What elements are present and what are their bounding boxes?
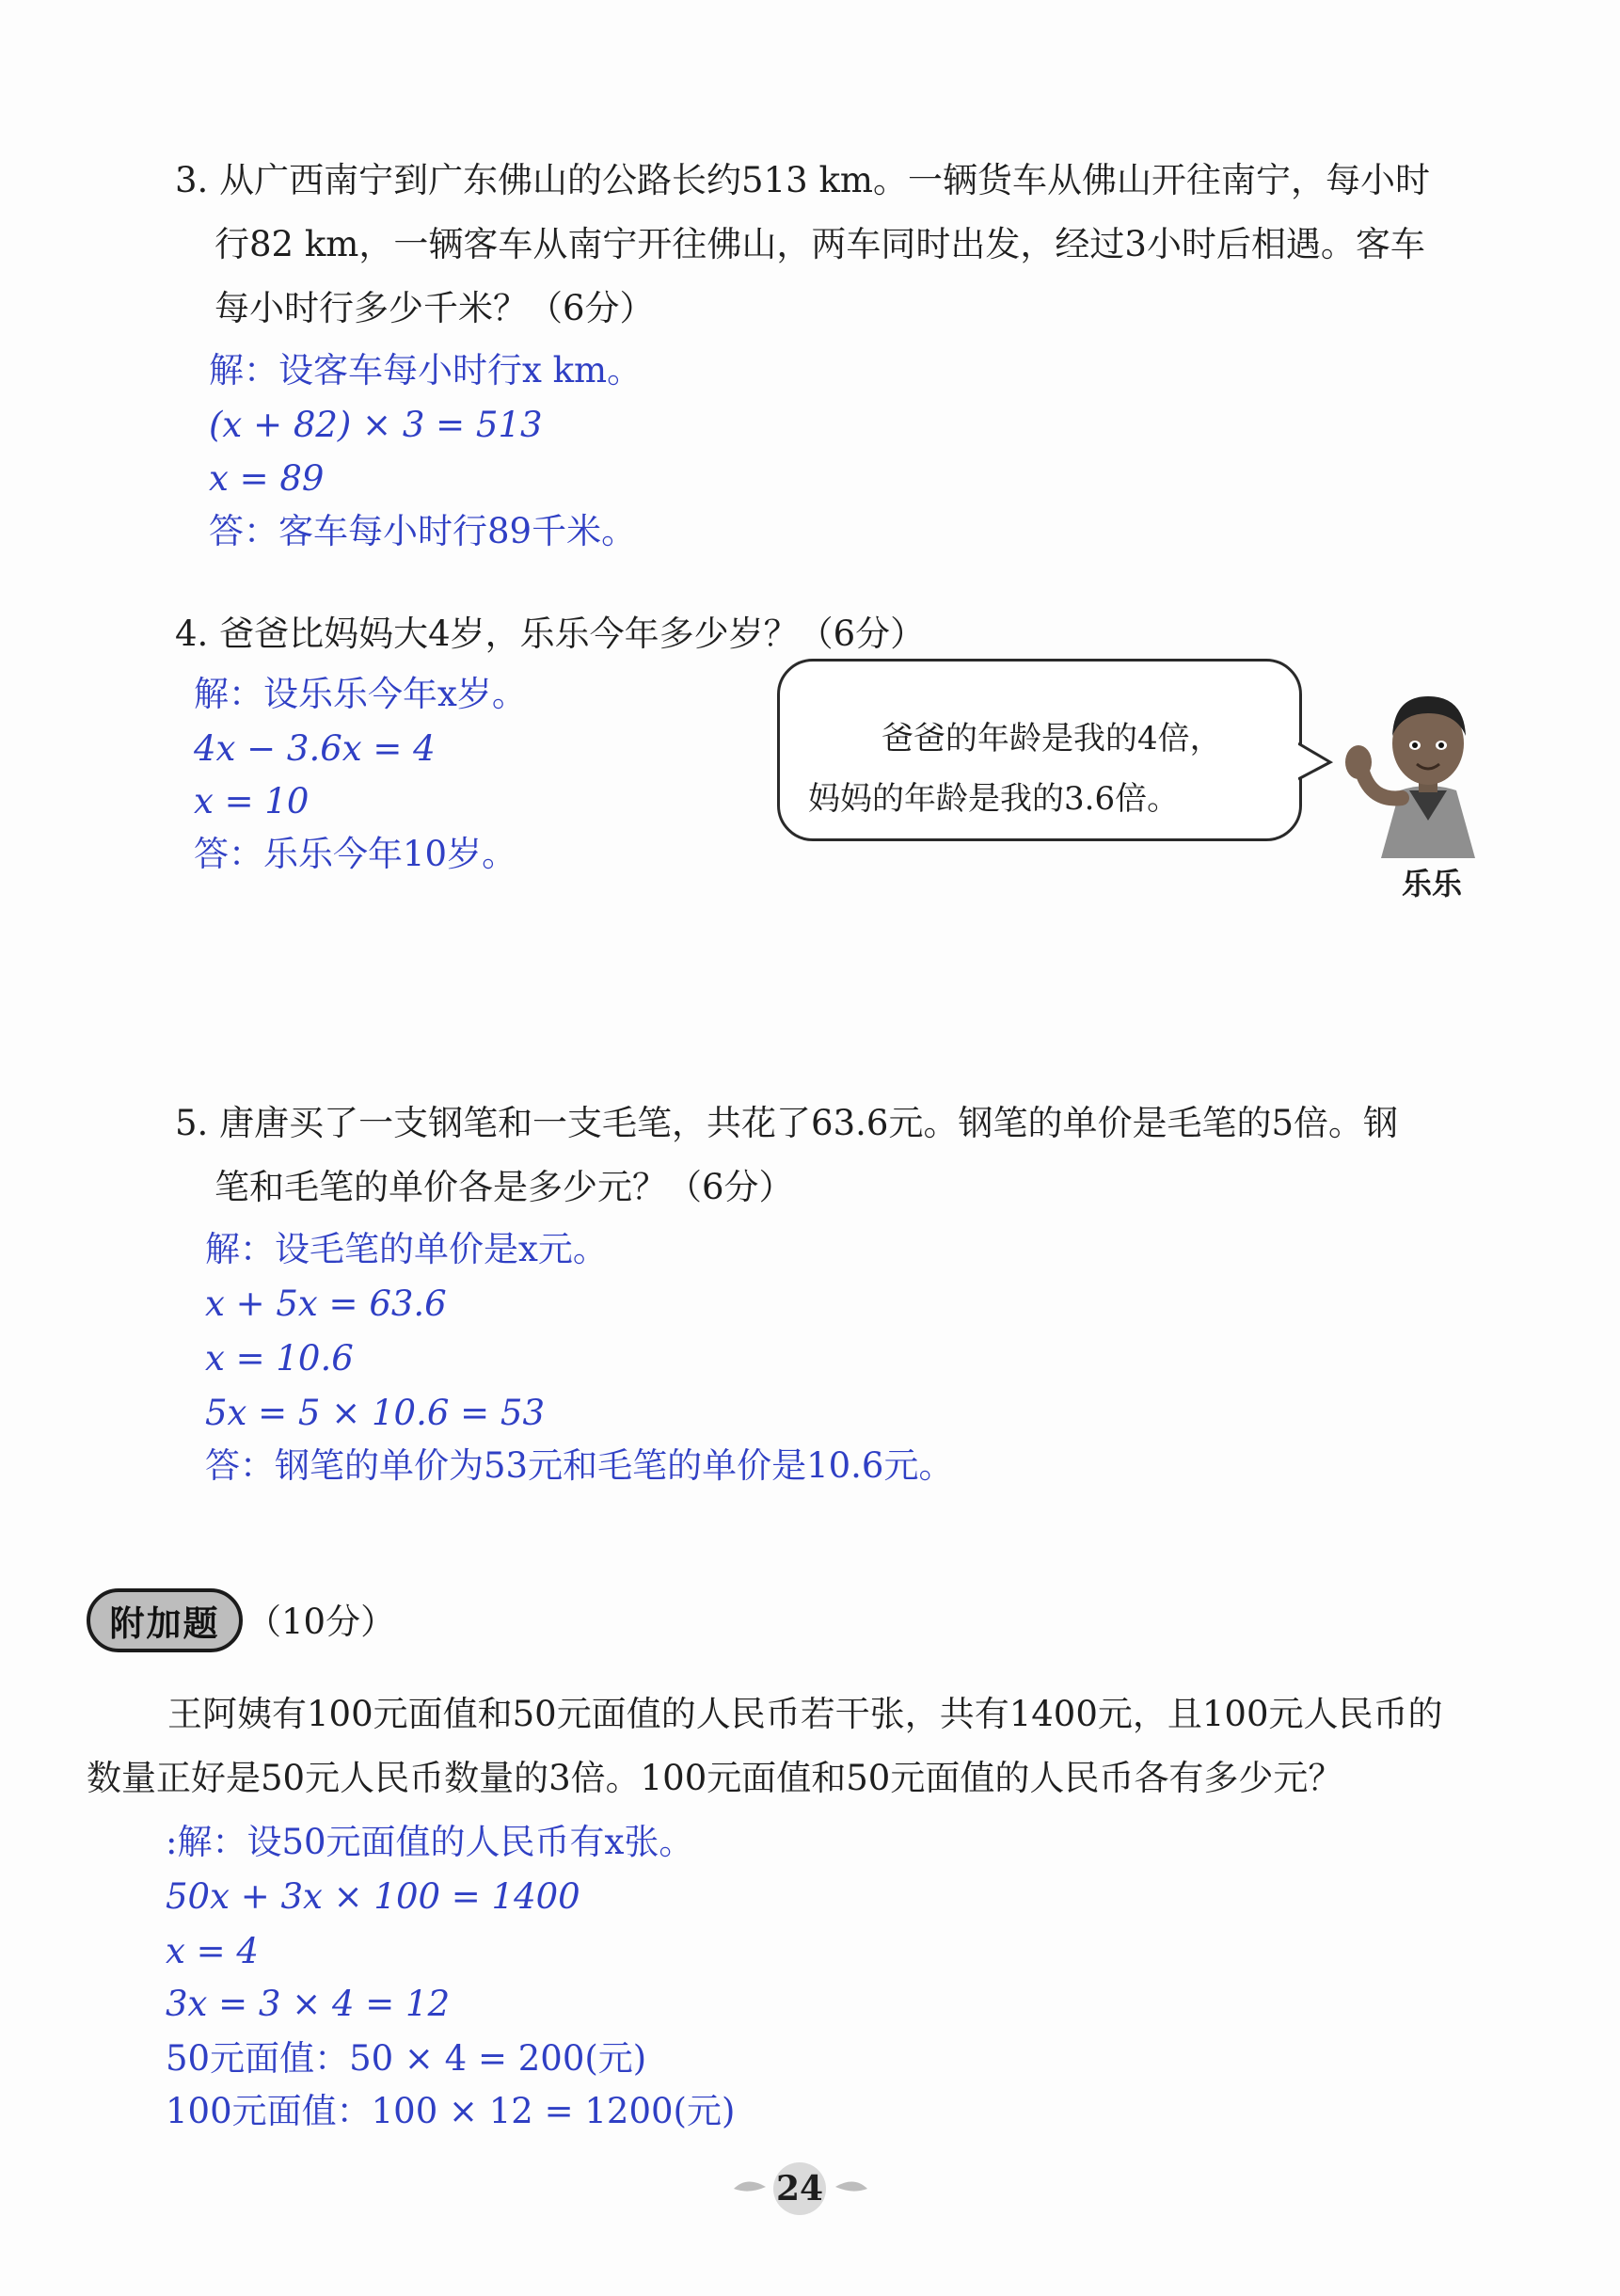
page-number: 24 (773, 2162, 826, 2215)
bonus-line1: 王阿姨有100元面值和50元面值的人民币若干张，共有1400元，且100元人民币的 (167, 1694, 1443, 1734)
q4-line1: 4. 爸爸比妈妈大4岁，乐乐今年多少岁？（6分） (175, 614, 926, 654)
bonus-answer-line3: x = 4 (166, 1931, 259, 1971)
bonus-badge-label: 附加题 (109, 1603, 220, 1644)
bubble-tail (1298, 741, 1336, 783)
q3-line3: 每小时行多少千米？（6分） (214, 288, 655, 328)
bubble-line1: 爸爸的年龄是我的4倍， (881, 720, 1222, 757)
q4-answer-line4: 答：乐乐今年10岁。 (194, 834, 517, 874)
bonus-answer-line4: 3x = 3 × 4 = 12 (166, 1984, 451, 2024)
bonus-answer-line5: 50元面值：50 × 4 = 200(元) (166, 2038, 647, 2079)
bonus-points: （10分） (246, 1602, 396, 1642)
q5-line2: 笔和毛笔的单价各是多少元？（6分） (214, 1167, 794, 1207)
bubble-line2: 妈妈的年龄是我的3.6倍。 (808, 780, 1180, 818)
speech-bubble (777, 659, 1302, 841)
bonus-answer-line1: :解：设50元面值的人民币有x张。 (166, 1822, 694, 1862)
q4-answer-line2: 4x − 3.6x = 4 (194, 728, 436, 769)
q3-line1: 3. 从广西南宁到广东佛山的公路长约513 km。一辆货车从佛山开往南宁，每小时 (175, 160, 1430, 200)
lele-character-illustration (1334, 670, 1513, 858)
q5-answer-line2: x + 5x = 63.6 (205, 1284, 447, 1324)
leaf-ornament-left-icon (730, 2174, 770, 2202)
q4-answer-line1: 解：设乐乐今年x岁。 (194, 674, 527, 714)
character-name-label: 乐乐 (1402, 866, 1463, 901)
q5-answer-line4: 5x = 5 × 10.6 = 53 (205, 1393, 545, 1433)
bonus-badge (87, 1588, 243, 1652)
leaf-ornament-right-icon (832, 2174, 871, 2202)
q3-answer-line1: 解：设客车每小时行x km。 (209, 350, 643, 391)
bonus-answer-line2: 50x + 3x × 100 = 1400 (166, 1876, 580, 1917)
q3-answer-line2: (x + 82) × 3 = 513 (209, 405, 543, 445)
q5-answer-line3: x = 10.6 (205, 1338, 354, 1379)
q5-answer-line5: 答：钢笔的单价为53元和毛笔的单价是10.6元。 (205, 1445, 954, 1486)
q3-line2: 行82 km，一辆客车从南宁开往佛山，两车同时出发，经过3小时后相遇。客车 (214, 224, 1425, 264)
bonus-answer-line6: 100元面值：100 × 12 = 1200(元) (166, 2091, 736, 2131)
q4-answer-line3: x = 10 (194, 781, 310, 821)
q3-answer-line4: 答：客车每小时行89千米。 (209, 511, 637, 551)
q5-line1: 5. 唐唐买了一支钢笔和一支毛笔，共花了63.6元。钢笔的单价是毛笔的5倍。钢 (175, 1103, 1398, 1143)
q3-answer-line3: x = 89 (209, 458, 325, 499)
bonus-line2: 数量正好是50元人民币数量的3倍。100元面值和50元面值的人民币各有多少元？ (87, 1758, 1343, 1798)
q5-answer-line1: 解：设毛笔的单价是x元。 (205, 1229, 608, 1269)
